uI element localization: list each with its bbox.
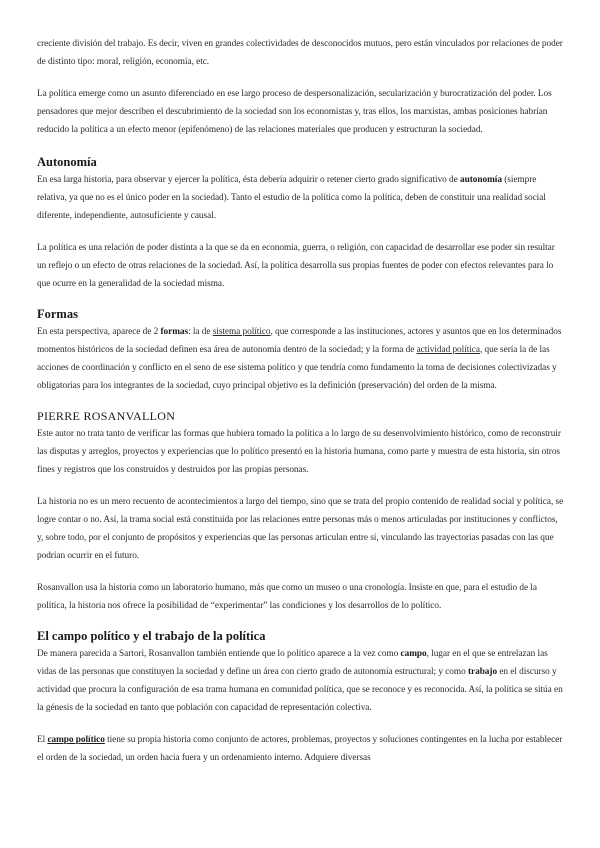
paragraph-relacion-poder: La política es una relación de poder distinta a la que se da en economía, guerra, o religión, con capacidad de desarrollar ese poder sin resultar un reflejo o un efecto de otras relaciones de la sociedad. Así, la política desarrolla sus propias fuentes de poder con efectos relevantes para lo que ocurre en la generalidad de la sociedad misma. — [37, 243, 555, 289]
paragraph-formas: En esta perspectiva, aparece de 2 formas: la de sistema político, que corresponde a las instituciones, actores y asuntos que en los determinados momentos históricos de la sociedad definen esa área de autonomía dentro de la sociedad; y la forma de actividad política, que sería la de las acciones de coordinación y conflicto en el seno de ese sistema político y que tendría como fundamento la toma de decisiones colectivizadas y obligatorias para los integrantes de la sociedad, cuyo principal objetivo es la definición (preservación) del orden de la misma. — [37, 327, 562, 391]
underlined-term-actividad-politica: actividad política — [416, 345, 480, 355]
paragraph-politica-emerge: La política emerge como un asunto diferenciado en ese largo proceso de despersonalización, secularización y burocratización del poder. Los pensadores que mejor describen el descubrimiento de la sociedad son los economistas y, tras ellos, los marxistas, ambas posiciones habrían reducido la política a un efecto menor (epifenómeno) de las relaciones materiales que producen y estructuran la sociedad. — [37, 89, 552, 135]
heading-campo-politico: El campo político y el trabajo de la política — [37, 629, 266, 643]
paragraph-division-trabajo: creciente división del trabajo. Es decir, viven en grandes colectividades de desconocidos mutuos, pero están vinculados por relaciones de poder de distinto tipo: moral, religión, economía, etc. — [37, 39, 563, 67]
heading-autonomia: Autonomía — [37, 155, 97, 169]
paragraph-laboratorio-humano: Rosanvallon usa la historia como un laboratorio humano, más que como un museo o una cronología. Insiste en que, para el estudio de la política, la historia nos ofrece la posibilidad de “experimentar” las condiciones y los desarrollos de lo político. — [37, 583, 537, 611]
document-body — [37, 35, 564, 767]
bold-term-formas: formas — [160, 327, 189, 337]
paragraph-campo-politico-historia: El campo político tiene su propia historia como conjunto de actores, problemas, proyectos y soluciones contingentes en la lucha por establecer el orden de la sociedad, un orden hacia fuera y un ordenamiento interno. Adquiere diversas — [37, 735, 563, 763]
paragraph-autonomia: En esa larga historia, para observar y ejercer la política, ésta debería adquirir o retener cierto grado significativo de autonomía (siempre relativa, ya que no es el único poder en la sociedad). Tanto el estudio de la política como la política, deben de constituir una realidad social diferente, independiente, autosuficiente y causal. — [37, 175, 546, 221]
paragraph-rosanvallon-intro: Este autor no trata tanto de verificar las formas que hubiera tomado la política a lo largo de su desenvolvimiento histórico, como de reconstruir las disputas y arreglos, proyectos y experiencias que lo político presentó en la historia humana, como parte y muestra de esta historia, sin otros fines y registros que los construidos y destruidos por las propias personas. — [37, 429, 561, 475]
paragraph-campo-trabajo: De manera parecida a Sartori, Rosanvallon también entiende que lo político aparece a la vez como campo, lugar en el que se entrelazan las vidas de las personas que constituyen la sociedad y define un área con cierto grado de autonomía estructural; y como trabajo en el discurso y actividad que procura la configuración de esa trama humana en comunidad política, que se reconoce y es reconocida. Así, la política se sitúa en la génesis de la sociedad en tanto que población con capacidad de representación colectiva. — [37, 649, 563, 713]
underlined-term-sistema-politico: sistema político — [212, 327, 271, 337]
paragraph-historia: La historia no es un mero recuento de acontecimientos a largo del tiempo, sino que se trata del propio contenido de realidad social y política, se logre contar o no. Así, la trama social está constituida por las relaciones entre personas más o menos articuladas por instituciones y conflictos, y, sobre todo, por el conjunto de propósitos y experiencias que las personas articulan entre sí, vinculando las trayectorias pasadas con las que podrían ocurrir en el futuro. — [37, 497, 564, 561]
bold-term-trabajo: trabajo — [467, 667, 498, 677]
bold-term-autonomia: autonomía — [460, 175, 502, 185]
underlined-term-campo-politico: campo político — [47, 735, 105, 745]
bold-term-campo: campo — [400, 649, 427, 659]
heading-formas: Formas — [37, 307, 78, 321]
heading-pierre-rosanvallon: PIERRE ROSANVALLON — [37, 409, 176, 423]
